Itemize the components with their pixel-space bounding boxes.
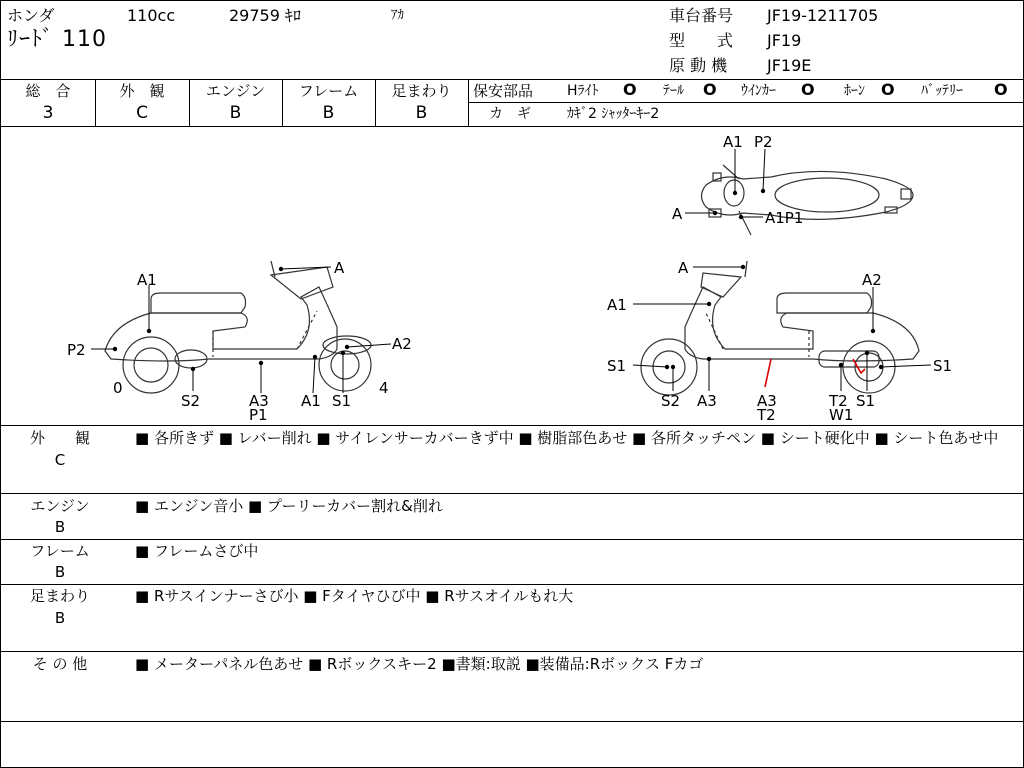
frame-number-value: JF19-1211705 — [767, 6, 879, 25]
left-label-p2: P2 — [67, 341, 86, 359]
scooter-damage-diagram — [1, 127, 1023, 425]
frame-section-text: ■ フレームさび中 — [135, 542, 259, 560]
right-label-t2-bottom: T2 — [829, 392, 848, 410]
grade-exterior-label: 外 観 — [119, 82, 165, 100]
right-label-w1: W1 — [829, 406, 854, 424]
right-label-s2: S2 — [661, 392, 681, 410]
safety-headlight-mark: O — [623, 80, 637, 99]
grade-frame-value: B — [322, 103, 335, 123]
other-section-text: ■ メーターパネル色あせ ■ Rボックスキー2 ■書類:取説 ■装備品:Rボックス Fカゴ — [135, 655, 704, 673]
key-value: ｶｷﾞ2 ｼｬｯﾀｰｷｰ2 — [567, 106, 660, 122]
safety-headlight-label: Hﾗｲﾄ — [567, 83, 599, 99]
safety-horn-label: ﾎｰﾝ — [844, 83, 865, 99]
left-label-s2: S2 — [181, 392, 201, 410]
right-label-a: A — [678, 259, 689, 277]
safety-battery-mark: O — [994, 80, 1008, 99]
model-name: ﾘｰﾄﾞ 110 — [7, 27, 107, 52]
right-label-t2: T2 — [757, 406, 776, 424]
safety-horn-mark: O — [881, 80, 895, 99]
suspension-section-text: ■ Rサスインナーさび小 ■ Fタイヤひび中 ■ Rサスオイルもれ大 — [135, 587, 574, 605]
safety-taillight-mark: O — [703, 80, 717, 99]
left-label-a1: A1 — [137, 271, 157, 289]
safety-taillight-label: ﾃｰﾙ — [663, 83, 684, 99]
left-label-a2: A2 — [392, 335, 412, 353]
right-label-a1: A1 — [607, 296, 627, 314]
frame-section-label: フレーム — [30, 542, 90, 560]
exterior-section-text: ■ 各所きず ■ レバー削れ ■ サイレンサーカバーきず中 ■ 樹脂部色あせ ■ 各所タッチペン ■ シート硬化中 ■ シート色あせ中 — [135, 429, 999, 447]
frame-number-label: 車台番号 — [669, 6, 734, 25]
model-type-label: 型 式 — [669, 31, 734, 50]
grade-frame-label: フレーム — [298, 82, 359, 100]
divider-line — [1, 721, 1024, 722]
grade-engine-label: エンジン — [205, 82, 266, 100]
maker-text: ホンダ — [7, 6, 55, 25]
engine-model-label: 原 動 機 — [669, 56, 728, 75]
divider-line — [468, 79, 469, 126]
right-label-a3: A3 — [697, 392, 717, 410]
scooter-top-view — [702, 165, 914, 235]
left-label-p1: P1 — [249, 406, 268, 424]
top-label-p2: P2 — [754, 133, 773, 151]
divider-line — [1, 493, 1024, 494]
grade-suspension-value: B — [415, 103, 428, 123]
left-label-a1-bottom: A1 — [301, 392, 321, 410]
right-label-s1-right: S1 — [933, 357, 953, 375]
safety-parts-label: 保安部品 — [473, 82, 534, 100]
divider-line — [1, 651, 1024, 652]
grade-engine-value: B — [229, 103, 242, 123]
exterior-section-label: 外 観 — [29, 429, 90, 447]
grade-total-value: 3 — [42, 103, 54, 123]
divider-line — [1, 79, 1024, 80]
divider-line — [468, 102, 1024, 103]
right-label-a2: A2 — [862, 271, 882, 289]
grade-total-label: 総 合 — [25, 82, 71, 100]
right-label-s1-bottom: S1 — [856, 392, 876, 410]
suspension-section-grade: B — [54, 609, 66, 627]
color-text: ｱｶ — [391, 8, 404, 23]
grade-suspension-label: 足まわり — [391, 82, 452, 100]
frame-section-grade: B — [54, 563, 66, 581]
left-label-a3: A3 — [249, 392, 269, 410]
safety-winker-label: ｳｲﾝｶｰ — [741, 83, 776, 99]
displacement-text: 110cc — [127, 6, 176, 25]
key-label: カ ギ — [489, 106, 531, 122]
mileage-text: 29759 ｷﾛ — [229, 6, 301, 25]
engine-section-grade: B — [54, 518, 66, 536]
engine-model-value: JF19E — [767, 56, 812, 75]
right-label-a3-bottom: A3 — [757, 392, 777, 410]
left-label-a: A — [334, 259, 345, 277]
left-label-s1: S1 — [332, 392, 352, 410]
top-label-a: A — [672, 205, 683, 223]
engine-section-label: エンジン — [30, 497, 90, 515]
left-label-zero: 0 — [113, 379, 123, 397]
top-label-a1p1: A1P1 — [765, 209, 804, 227]
suspension-section-label: 足まわり — [29, 587, 90, 605]
model-type-value: JF19 — [767, 31, 802, 50]
top-label-a1: A1 — [723, 133, 743, 151]
safety-battery-label: ﾊﾞｯﾃﾘｰ — [921, 83, 963, 99]
safety-winker-mark: O — [801, 80, 815, 99]
other-section-label: そ の 他 — [32, 655, 88, 673]
right-label-s1-left: S1 — [607, 357, 627, 375]
engine-section-text: ■ エンジン音小 ■ プーリーカバー割れ&削れ — [135, 497, 443, 515]
left-label-four: 4 — [379, 379, 389, 397]
exterior-section-grade: C — [54, 451, 66, 469]
divider-line — [1, 425, 1024, 426]
grade-exterior-value: C — [136, 103, 148, 123]
